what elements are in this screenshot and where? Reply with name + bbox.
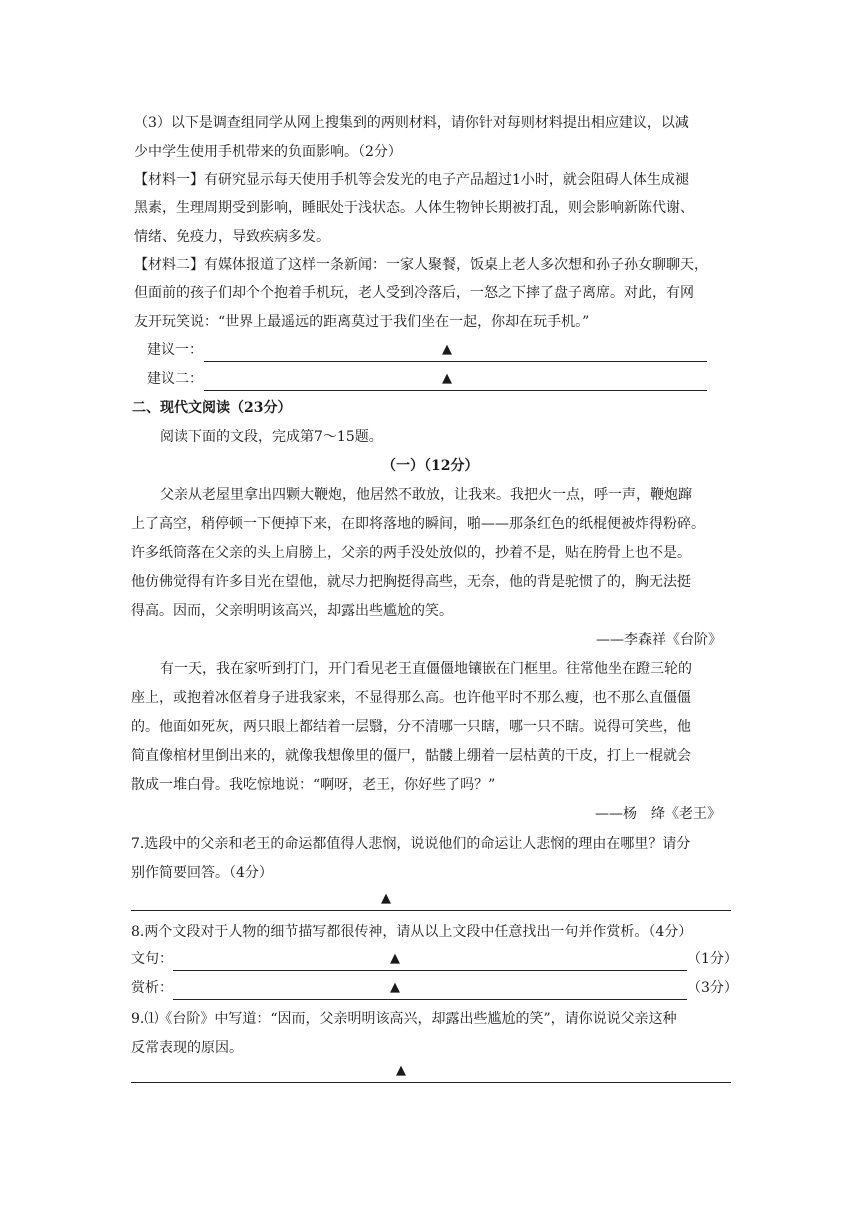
q7-answer-row[interactable] [131, 889, 731, 911]
suggestion2-answer-row[interactable] [147, 369, 709, 391]
passage2-source: ——杨 绛《老王》 [595, 806, 721, 822]
material2-line3: 友开玩笑说：“世界上最遥远的距离莫过于我们坐在一起，你却在玩手机。” [134, 314, 590, 330]
answer-marker-icon: ▲ [390, 951, 400, 966]
section2-title: 二、现代文阅读（23分） [132, 400, 292, 416]
q8-sentence-label: 文句： [131, 951, 173, 967]
passage2-line1: 有一天，我在家听到打门，开门看见老王直僵僵地镶嵌在门框里。往常他坐在蹬三轮的 [160, 661, 692, 677]
passage1-line3: 许多纸筒落在父亲的头上肩膀上，父亲的两手没处放似的，抄着不是，贴在胯骨上也不是。 [131, 545, 691, 561]
q8-appreciation-row[interactable] [131, 978, 738, 1000]
answer-rule [131, 1082, 731, 1083]
passage1-line5: 得高。因而，父亲明明该高兴，却露出些尴尬的笑。 [131, 603, 453, 619]
passage1-line2: 上了高空，稍停顿一下便掉下来，在即将落地的瞬间，啪——那条红色的纸棍便被炸得粉碎。 [131, 516, 705, 532]
answer-rule [173, 970, 687, 971]
material1-line3: 情绪、免疫力，导致疾病多发。 [134, 229, 330, 245]
q8-appreciation-label: 赏析： [131, 980, 173, 996]
passage1-line4: 他仿佛觉得有许多目光在望他，就尽力把胸挺得高些，无奈，他的背是驼惯了的，胸无法挺 [131, 574, 691, 590]
material2-line2: 但面前的孩子们却个个抱着手机玩，老人受到冷落后，一怒之下摔了盘子离席。对此，有网 [134, 285, 694, 301]
answer-marker-icon: ▲ [396, 1063, 406, 1078]
passage1-source: ——李森祥《台阶》 [596, 632, 722, 648]
q7-line1: 7.选段中的父亲和老王的命运都值得人悲悯，说说他们的命运让人悲悯的理由在哪里？请分 [131, 836, 691, 852]
answer-rule [204, 361, 707, 362]
answer-marker-icon: ▲ [390, 980, 400, 995]
passage2-line5: 散成一堆白骨。我吃惊地说：“啊呀，老王，你好些了吗？” [131, 777, 496, 793]
q9-line1: 9.⑴《台阶》中写道：“因而，父亲明明该高兴，却露出些尴尬的笑”，请你说说父亲这种 [131, 1011, 677, 1027]
q3-line1: （3）以下是调查组同学从网上搜集到的两则材料，请你针对每则材料提出相应建议，以减 [134, 115, 689, 131]
suggestion1-answer-row[interactable] [147, 340, 709, 362]
section2-instruction: 阅读下面的文段，完成第7～15题。 [160, 429, 383, 445]
suggestion1-label: 建议一： [147, 342, 203, 358]
suggestion2-label: 建议二： [147, 371, 203, 387]
part1-title: （一）（12分） [382, 458, 479, 474]
answer-marker-icon: ▲ [442, 371, 452, 386]
material1-line1: 【材料一】有研究显示每天使用手机等会发光的电子产品超过1小时，就会阻碍人体生成褪 [134, 172, 689, 188]
q9-line2: 反常表现的原因。 [131, 1040, 243, 1056]
answer-marker-icon: ▲ [381, 891, 391, 906]
answer-rule [204, 390, 707, 391]
material2-line1: 【材料二】有媒体报道了这样一条新闻：一家人聚餐，饭桌上老人多次想和孙子孙女聊聊天， [134, 257, 708, 273]
passage2-line2: 座上，或抱着冰伛着身子进我家来，不显得那么高。也许他平时不那么瘦，也不那么直僵僵 [131, 690, 691, 706]
q8-sentence-row[interactable] [131, 949, 738, 971]
passage1-line1: 父亲从老屋里拿出四颗大鞭炮，他居然不敢放，让我来。我把火一点，呼一声，鞭炮蹿 [160, 487, 692, 503]
answer-marker-icon: ▲ [442, 342, 452, 357]
material1-line2: 黑素，生理周期受到影响，睡眠处于浅状态。人体生物钟长期被打乱，则会影响新陈代谢、 [134, 200, 694, 216]
answer-rule [173, 999, 687, 1000]
q8-appreciation-score: （3分） [687, 980, 738, 996]
passage2-line3: 的。他面如死灰，两只眼上都结着一层翳，分不清哪一只瞎，哪一只不瞎。说得可笑些，他 [131, 719, 691, 735]
q8-sentence-score: （1分） [687, 951, 738, 967]
q8-line1: 8.两个文段对于人物的细节描写都很传神，请从以上文段中任意找出一句并作赏析。（4分） [131, 924, 693, 940]
q3-line2: 少中学生使用手机带来的负面影响。（2分） [134, 144, 402, 160]
passage2-line4: 简直像棺材里倒出来的，就像我想像里的僵尸，骷髅上绷着一层枯黄的干皮，打上一棍就会 [131, 748, 691, 764]
q9-answer-row[interactable] [131, 1061, 731, 1083]
q7-line2: 别作简要回答。（4分） [131, 865, 273, 881]
answer-rule [131, 910, 731, 911]
